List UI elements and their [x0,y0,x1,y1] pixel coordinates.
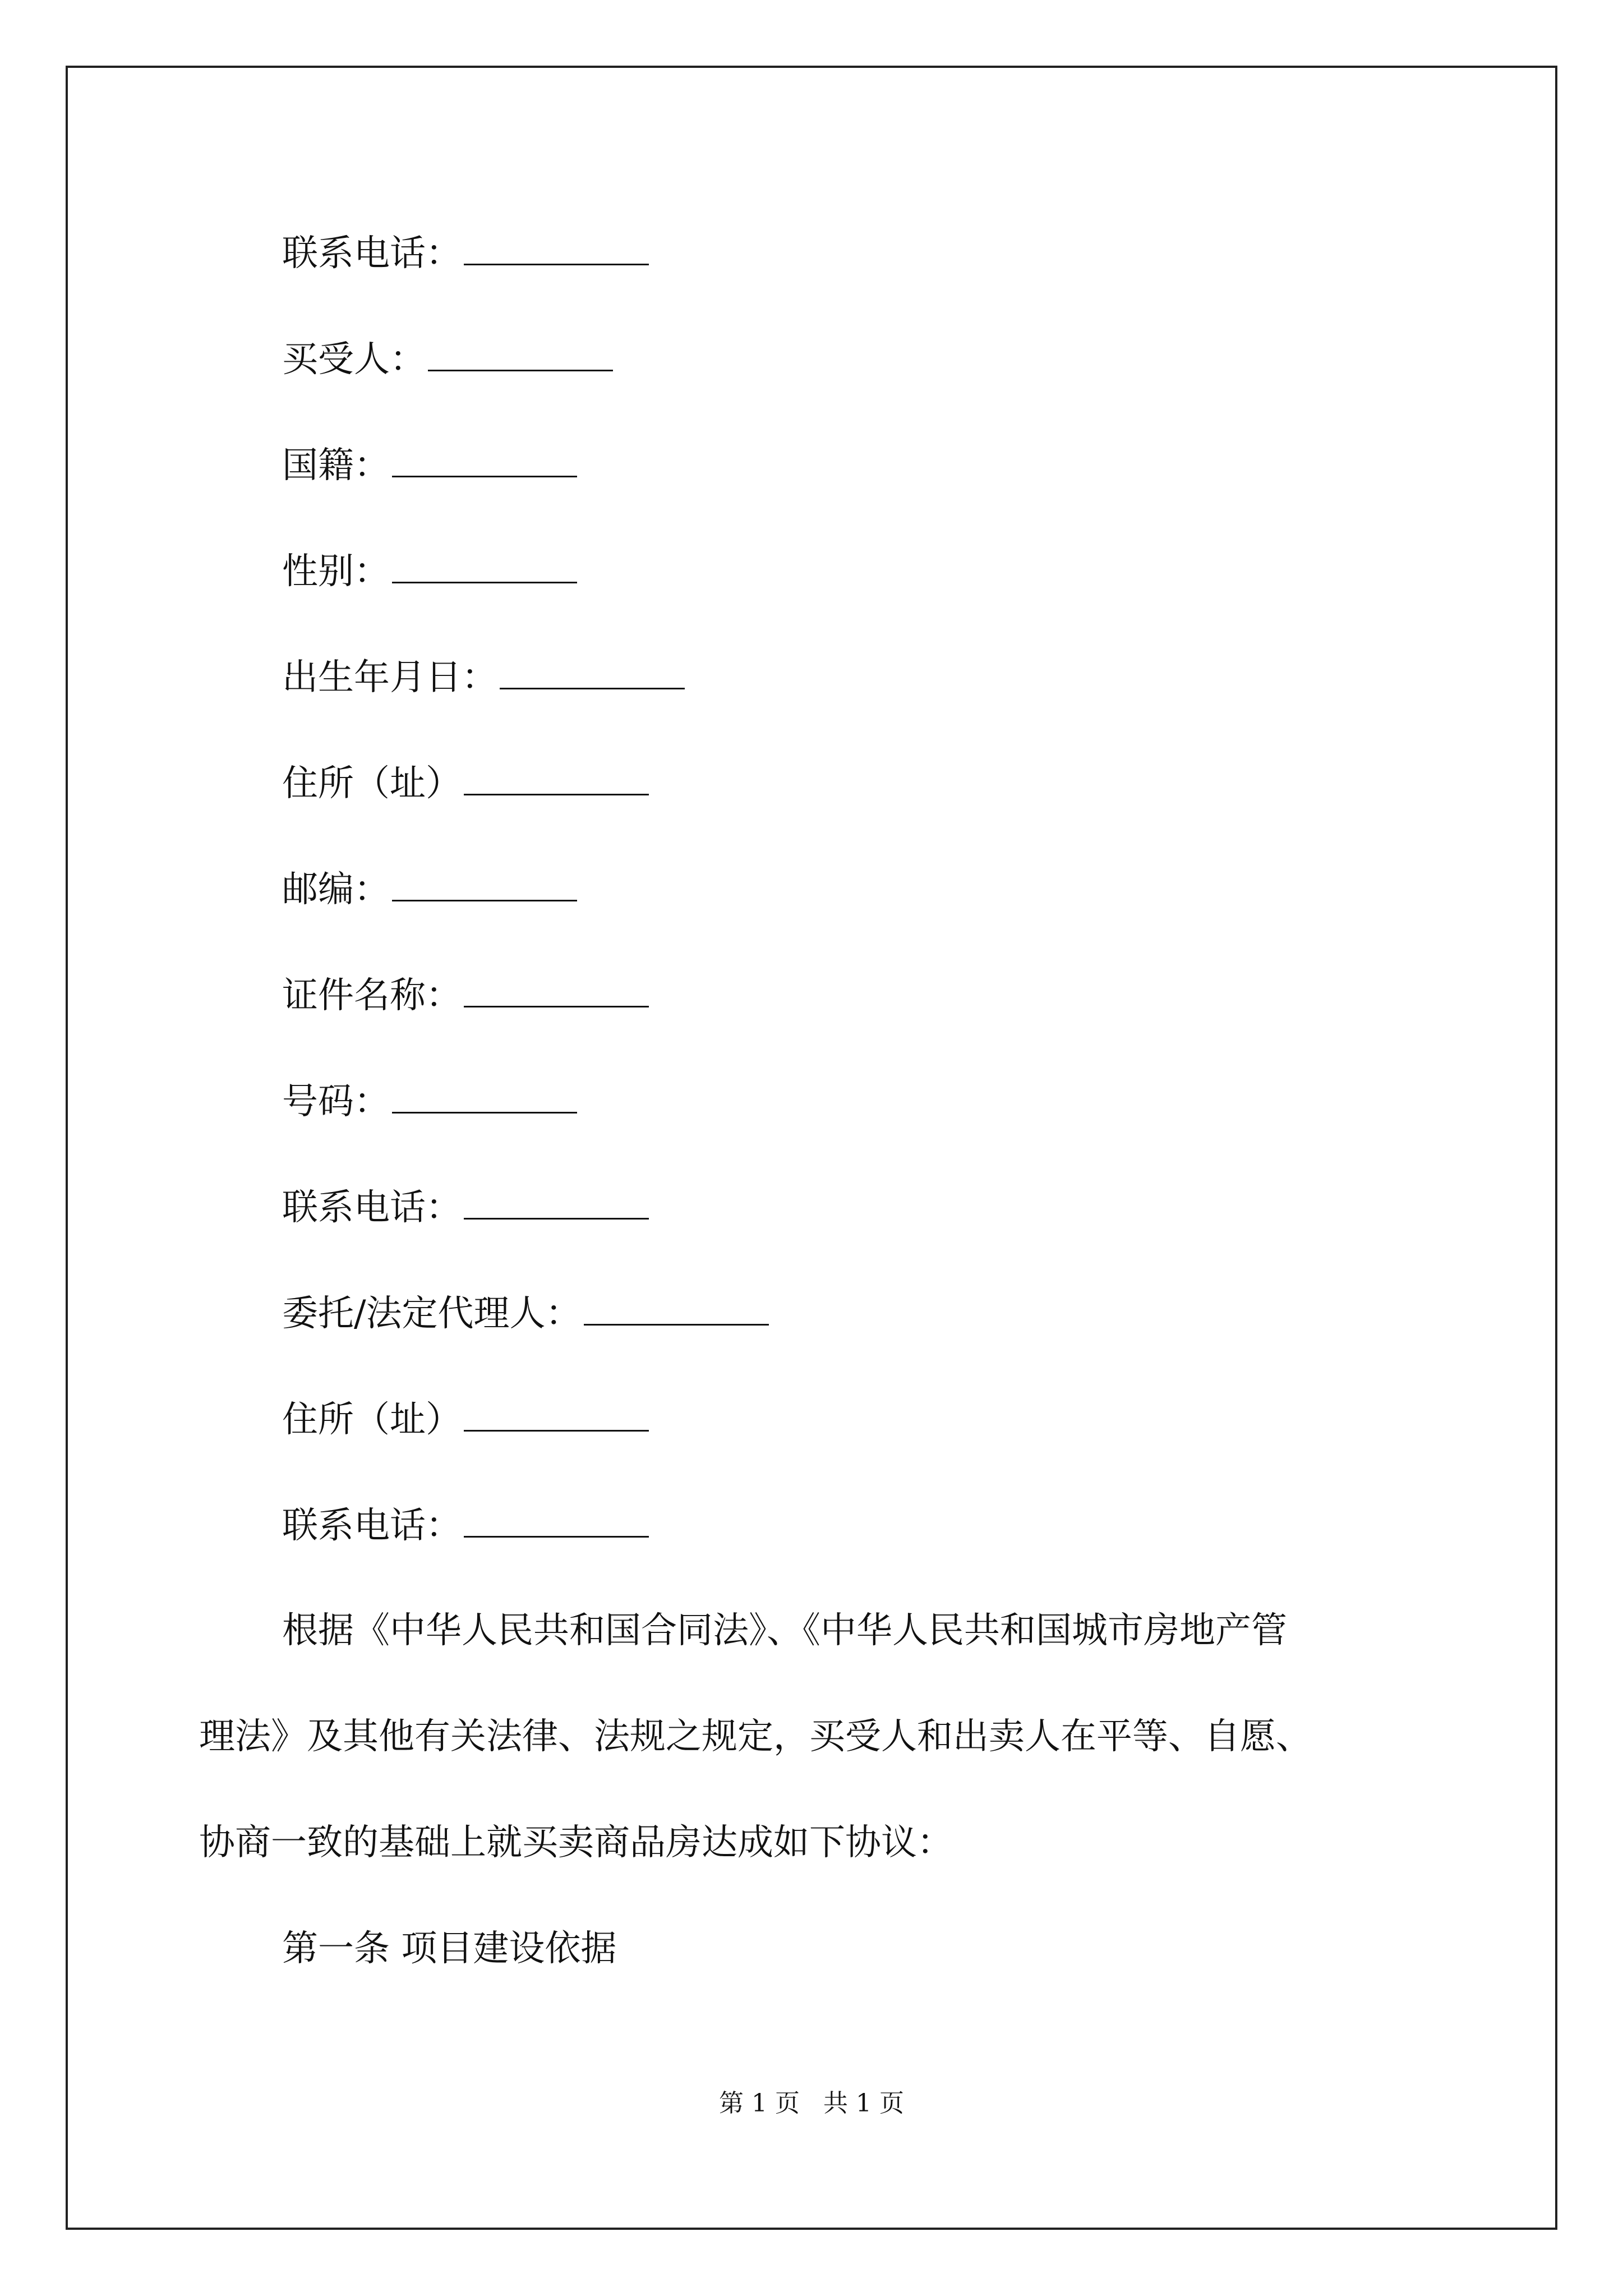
article-heading: 第一条 项目建设依据 [282,1928,617,1970]
field-label: 联系电话： [282,1187,462,1228]
field-blank[interactable] [428,336,613,371]
field-blank[interactable] [500,654,685,689]
field-blank[interactable] [392,548,577,583]
field-label: 邮编： [282,869,390,910]
field-contact-phone-2 [282,1184,649,1230]
field-id-type [282,972,649,1018]
field-blank[interactable] [464,1396,649,1432]
field-label: 委托/法定代理人： [282,1293,582,1335]
field-agent [282,1290,769,1336]
paragraph-line: 理法》及其他有关法律、法规之规定，买受人和出卖人在平等、自愿、 [199,1716,1312,1757]
field-blank[interactable] [584,1290,769,1326]
field-blank[interactable] [392,442,577,477]
field-blank[interactable] [464,230,649,265]
field-postcode [282,866,577,912]
paragraph-line: 协商一致的基础上就买卖商品房达成如下协议： [199,1822,953,1864]
field-address-2 [282,1396,649,1442]
field-label: 证件名称： [282,975,462,1016]
field-nationality [282,442,577,488]
page-footer: 第 1 页 共 1 页 [719,2089,904,2118]
field-label: 住所（址） [282,763,462,804]
field-blank[interactable] [464,1184,649,1220]
field-blank[interactable] [464,760,649,795]
page-border [66,66,1557,2230]
field-label: 出生年月日： [282,657,497,698]
field-birth-date [282,654,685,700]
field-contact-phone-3 [282,1502,649,1548]
field-contact-phone-1 [282,230,649,276]
field-label: 住所（址） [282,1399,462,1441]
field-address-1 [282,760,649,806]
field-buyer [282,336,613,382]
field-label: 买受人： [282,339,426,380]
field-blank[interactable] [392,866,577,901]
field-gender [282,548,577,594]
field-label: 联系电话： [282,233,462,274]
field-label: 联系电话： [282,1505,462,1547]
field-label: 国籍： [282,445,390,486]
paragraph-line: 根据《中华人民共和国合同法》、《中华人民共和国城市房地产管 [282,1610,1287,1651]
field-label: 性别： [282,551,390,592]
field-blank[interactable] [464,1502,649,1538]
field-label: 号码： [282,1081,390,1122]
field-blank[interactable] [392,1078,577,1114]
field-blank[interactable] [464,972,649,1007]
field-id-number [282,1078,577,1124]
